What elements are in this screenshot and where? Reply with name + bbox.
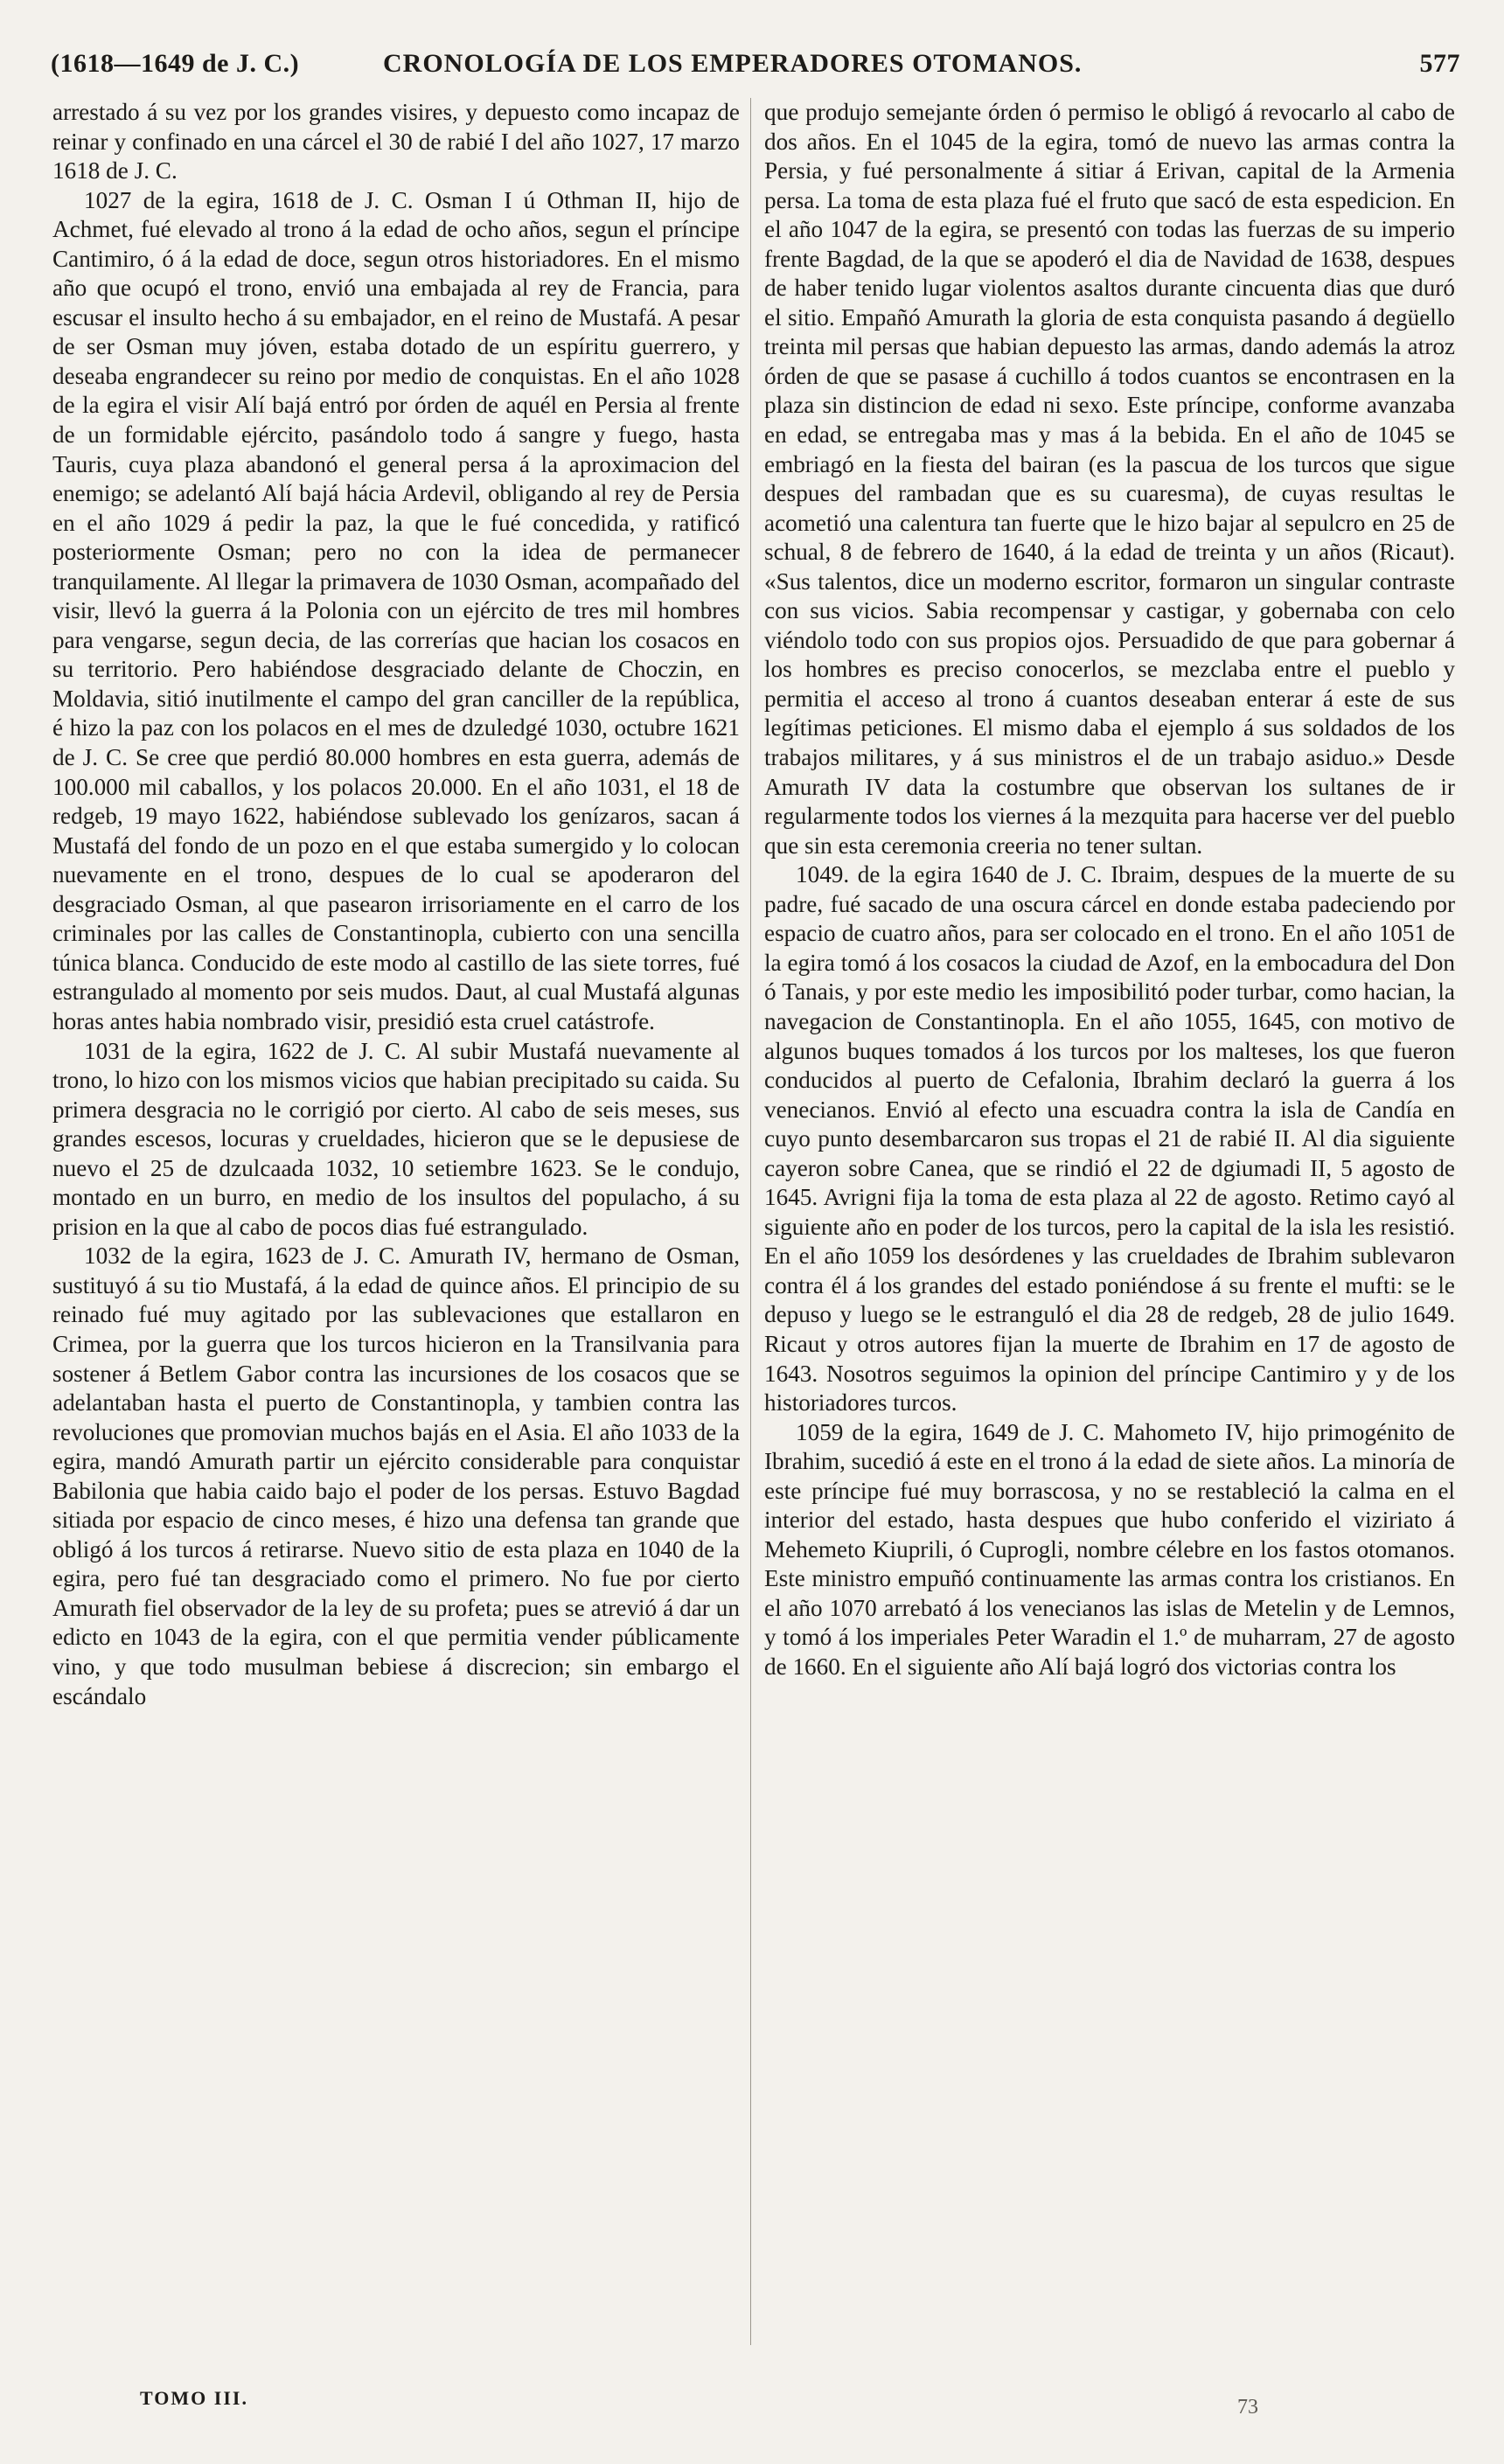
paragraph: 1049. de la egira 1640 de J. C. Ibraim, despues de la muerte de su padre, fué sacado de una oscura cárcel en donde estaba padeciendo por espacio de cuatro años, para ser colocado en el trono. En el año 1051 de la egira tomó á los cosacos la ciudad de Azof, en la embocadura del Don ó Tanais, y por este medio les imposibilitó poder turbar, como hacian, la navegacion de Constantinopla. En el año 1055, 1645, con motivo de algunos buques tomados á los turcos por los malteses, los que fueron conducidos al puerto de Cefalonia, Ibrahim declaró la guerra á los venecianos. Envió al efecto una escuadra contra la isla de Candía en cuyo punto desembarcaron sus tropas el 21 de rabié II. Al dia siguiente cayeron sobre Canea, que se rindió el 22 de dgiumadi II, 5 agosto de 1645. Avrigni fija la toma de esta plaza al 22 de agosto. Retimo cayó al siguiente año en poder de los turcos, pero la capital de la isla les resistió. En el año 1059 los desórdenes y las crueldades de Ibrahim sublevaron contra él á los grandes del estado poniéndose á su frente el mufti: se le depuso y luego se le estranguló el dia 28 de redgeb, 28 de julio 1649. Ricaut y otros autores fijan la muerte de Ibrahim en 17 de agosto de 1643. Nosotros seguimos la opinion del príncipe Cantimiro y y de los historiadores turcos. (764, 861, 1455, 1416)
paragraph: 1031 de la egira, 1622 de J. C. Al subir Mustafá nuevamente al trono, lo hizo con los mismos vicios que habian precipitado su caida. Su primera desgracia no le corrigió por cierto. Al cabo de seis meses, sus grandes escesos, locuras y crueldades, hicieron que se le depusiese de nuevo el 25 de dzulcaada 1032, 10 setiembre 1623. Se le condujo, montado en un burro, en medio de los insultos del populacho, á su prision en la que al cabo de pocos dias fué estrangulado. (52, 1037, 740, 1240)
column-divider (750, 98, 751, 2345)
paragraph: 1032 de la egira, 1623 de J. C. Amurath IV, hermano de Osman, sustituyó á su tio Mustafá, á la edad de quince años. El principio de su reinado fué muy agitado por las sublevaciones que estallaron en Crimea, por la guerra que los turcos hicieron en la Transilvania para sostener á Betlem Gabor contra las incursiones de los cosacos que se adelantaban hasta el puerto de Constantinopla, y tambien contra las revoluciones que promovian muchos bajás en el Asia. El año 1033 de la egira, mandó Amurath partir un ejército considerable para conquistar Babilonia que habia caido bajo el poder de los persas. Estuvo Bagdad sitiada por espacio de cinco meses, é hizo una defensa tan grande que obligó á los turcos á retirarse. Nuevo sitio de esta plaza en 1040 de la egira, pero fué tan desgraciado como el primero. No fue por cierto Amurath fiel observador de la ley de su profeta; pues se atrevió á dar un edicto en 1043 de la egira, con el que permitia vender públicamente vino, y que todo musulman bebiese á discrecion; sin embargo el escándalo (52, 1242, 740, 1709)
paragraph: arrestado á su vez por los grandes visires, y depuesto como incapaz de reinar y confinado en una cárcel el 30 de rabié I del año 1027, 17 marzo 1618 de J. C. (52, 99, 740, 184)
paragraph: 1059 de la egira, 1649 de J. C. Mahometo IV, hijo primogénito de Ibrahim, sucedió á este en el trono á la edad de siete años. La minoría de este príncipe fué muy borrascosa, y no se restableció la calma en el interior del estado, hasta despues que hubo conferido el viziriato á Mehemeto Kiuprili, ó Cuprogli, nombre célebre en los fastos otomanos. Este ministro empuñó continuamente las armas contra los cristianos. En el año 1070 arrebató á los venecianos las islas de Metelin y de Lemnos, y tomó á los imperiales Peter Waradin el 1.º de muharram, 27 de agosto de 1660. En el siguiente año Alí bajá logró dos victorias contra los (764, 1418, 1455, 1680)
running-head-title: CRONOLOGÍA DE LOS EMPERADORES OTOMANOS. (383, 49, 1083, 78)
paragraph: 1027 de la egira, 1618 de J. C. Osman I ú Othman II, hijo de Achmet, fué elevado al trono á la edad de ocho años, segun el príncipe Cantimiro, ó á la edad de doce, segun otros historiadores. En el mismo año que ocupó el trono, envió una embajada al rey de Francia, para escusar el insulto hecho á su embajador, en el reino de Mustafá. A pesar de ser Osman muy jóven, estaba dotado de un espíritu guerrero, y deseaba engrandecer su reino por medio de conquistas. En el año 1028 de la egira el visir Alí bajá entró por órden de aquél en Persia al frente de un formidable ejército, pasándolo todo á sangre y fuego, hasta Tauris, cuya plaza abandonó el general persa á la aproximacion del enemigo; se adelantó Alí bajá hácia Ardevil, obligando al rey de Persia en el año 1029 á pedir la paz, la que le fué concedida, y ratificó posteriormente Osman; pero no con la idea de permanecer tranquilamente. Al llegar la primavera de 1030 Osman, acompañado del visir, llevó la guerra á la Polonia con un ejército de tres mil hombres para vengarse, segun decia, de las correrías que hacian los cosacos en su territorio. Pero habiéndose desgraciado delante de Choczin, en Moldavia, sitió inutilmente el campo del gran canciller de la república, é hizo la paz con los polacos en el mes de dzuledgé 1030, octubre 1621 de J. C. Se cree que perdió 80.000 hombres en esta guerra, además de 100.000 mil caballos, y los polacos 20.000. En el año 1031, el 18 de redgeb, 19 mayo 1622, habiéndose sublevado los genízaros, sacan á Mustafá del fondo de un pozo en el que estaba sumergido y lo colocan nuevamente en el trono, despues de lo cual se apoderaron del desgraciado Osman, al que pasearon irrisoriamente en el carro de los criminales por las calles de Constantinopla, cubierto con una sencilla túnica blanca. Conducido de este modo al castillo de las siete torres, fué estrangulado al momento por seis mudos. Daut, al cual Mustafá algunas horas antes habia nombrado visir, presidió esta cruel catástrofe. (52, 186, 740, 1034)
running-head (51, 49, 1469, 91)
left-column (52, 98, 740, 1711)
volume-label: TOMO III. (140, 2387, 248, 2409)
signature-mark: 73 (1237, 2396, 1258, 2419)
right-column (764, 98, 1455, 1682)
running-head-dates: (1618—1649 de J. C.) (51, 49, 300, 78)
page-number: 577 (1419, 49, 1460, 78)
paragraph: que produjo semejante órden ó permiso le obligó á revocarlo al cabo de dos años. En el 1045 de la egira, tomó de nuevo las armas contra la Persia, y fué personalmente á sitiar á Erivan, capital de la Armenia persa. La toma de esta plaza fué el fruto que sacó de esta espedicion. En el año 1047 de la egira, se presentó con todas las fuerzas de su imperio frente Bagdad, de la que se apoderó el dia de Navidad de 1638, despues de haber tenido lugar violentos asaltos durante cincuenta dias que duró el sitio. Empañó Amurath la gloria de esta conquista pasando á degüello treinta mil persas que habian depuesto las armas, dando además la atroz órden de que se pasase á cuchillo á todos cuantos se encontrasen en la plaza sin distincion de edad ni sexo. Este príncipe, conforme avanzaba en edad, se entregaba mas y mas á la bebida. En el año de 1045 se embriagó en la fiesta del bairan (es la pascua de los turcos que sigue despues del rambadan que es su cuaresma), de cuyas resultas le acometió una calentura tan fuerte que le hizo bajar al sepulcro en 25 de schual, 8 de febrero de 1640, á la edad de treinta y un años (Ricaut). «Sus talentos, dice un moderno escritor, formaron un singular contraste con sus vicios. Sabia recompensar y castigar, y gobernaba con celo viéndolo todo con sus propios ojos. Persuadido de que para gobernar á los hombres es preciso conocerlos, se mezclaba entre el pueblo y permitia el acceso al trono á cuantos deseaban enterar á este de sus legítimas peticiones. El mismo daba el ejemplo á sus soldados de los trabajos militares, y á sus ministros el de un trabajo asiduo.» Desde Amurath IV data la costumbre que observan los sultanes de ir regularmente todos los viernes á la mezquita para hacerse ver del pueblo que sin esta ceremonia creeria no tener sultan. (764, 99, 1455, 859)
